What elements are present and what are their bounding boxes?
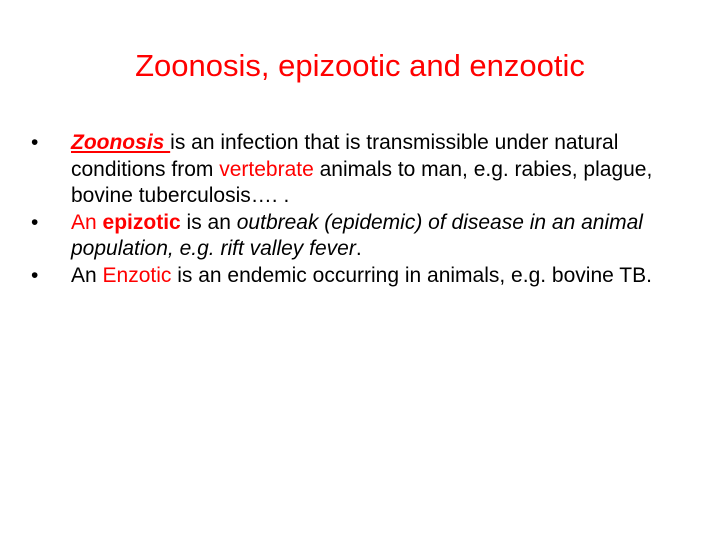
bullet-icon: • [31,263,39,287]
bullet-icon: • [31,210,39,234]
term-epizotic: epizotic [102,210,181,234]
bullet-list [26,130,706,289]
slide-title: Zoonosis, epizootic and enzootic [135,48,585,83]
item-lead: An [71,210,103,234]
bullet-item-enzotic [26,263,706,290]
term-zoonosis: Zoonosis [71,131,171,154]
item-text: . [355,237,362,260]
item-text: is an endemic occurring in animals, e.g. bovine TB. [171,263,652,287]
item-text: animals to man, e.g. rabies, plague, bovine tuberculosis…. . [71,157,653,207]
item-italic-text: outbreak (epidemic) of disease in an animal population, e.g. rift valley fever [71,210,643,260]
item-text: is an infection that is transmissible under natural conditions from [71,131,619,181]
item-text: is an [180,210,237,234]
bullet-item-zoonosis [26,130,706,210]
term-enzotic: Enzotic [102,263,172,287]
highlight-vertebrate: vertebrate [219,157,314,181]
bullet-item-epizotic [26,210,706,263]
item-lead: An [71,263,103,287]
bullet-icon: • [31,131,39,154]
